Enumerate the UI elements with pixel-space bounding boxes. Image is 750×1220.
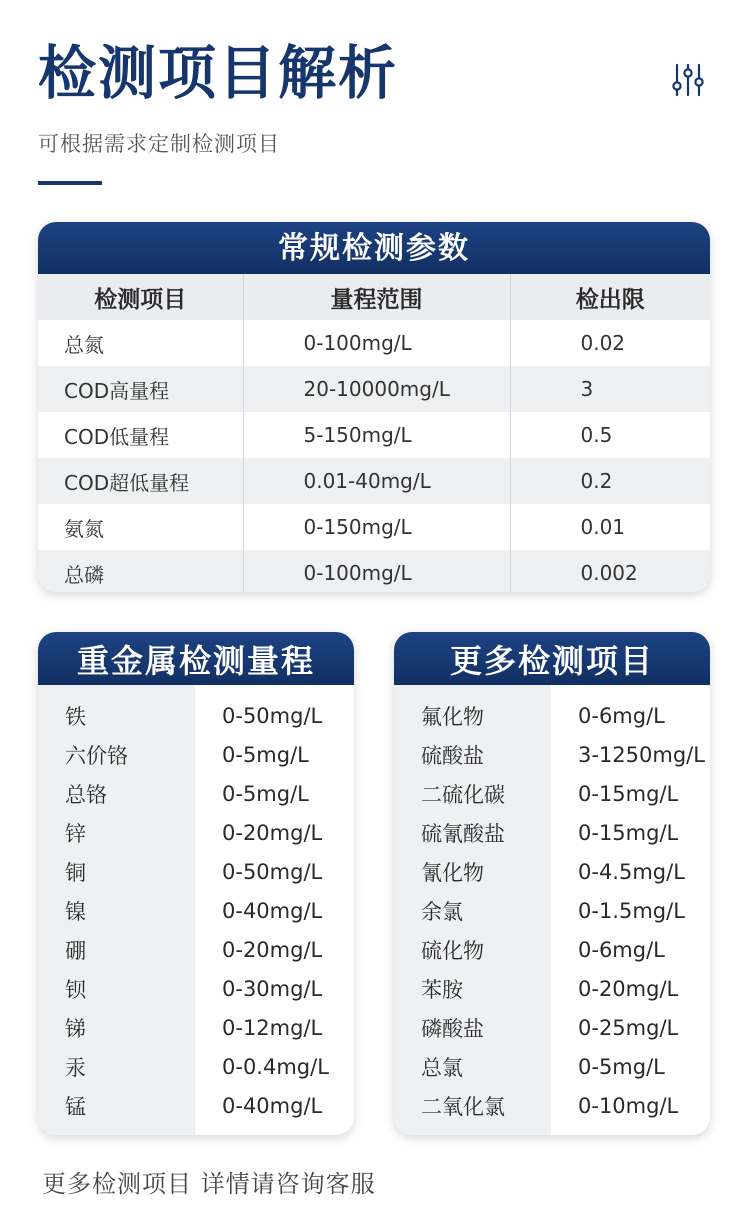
list-item (394, 696, 710, 735)
item-range: 0-4.5mg/L (578, 859, 685, 884)
item-name: 总氯 (421, 1055, 463, 1080)
routine-params-card (38, 222, 710, 592)
item-range: 0-15mg/L (578, 781, 679, 806)
cell-range: 20-10000mg/L (243, 366, 510, 412)
list-item (394, 813, 710, 852)
item-name: 锌 (65, 821, 86, 846)
cell-item: 总磷 (38, 550, 243, 592)
item-range: 0-10mg/L (578, 1093, 679, 1118)
item-name: 磷酸盐 (421, 1016, 484, 1041)
item-range: 3-1250mg/L (578, 742, 705, 767)
item-range: 0-6mg/L (578, 937, 665, 962)
list-item (394, 852, 710, 891)
column-header-range: 量程范围 (243, 274, 510, 320)
list-item (38, 696, 354, 735)
item-name: 氟化物 (421, 704, 484, 729)
list-item (394, 969, 710, 1008)
cell-item: COD超低量程 (38, 458, 243, 504)
item-name: 铜 (65, 860, 86, 885)
item-name: 硫化物 (421, 938, 484, 963)
item-name: 二氧化氯 (421, 1094, 505, 1119)
item-name: 总铬 (65, 782, 107, 807)
item-range: 0-40mg/L (222, 1093, 323, 1118)
list-item (38, 1086, 354, 1125)
item-range: 0-50mg/L (222, 703, 323, 728)
cell-item: 氨氮 (38, 504, 243, 550)
more-items-list (394, 685, 710, 1125)
item-name: 汞 (65, 1055, 86, 1080)
cell-range: 0-100mg/L (243, 550, 510, 592)
footer-note: 更多检测项目 详情请咨询客服 (42, 1170, 376, 1198)
list-item (38, 813, 354, 852)
item-name: 氰化物 (421, 860, 484, 885)
list-item (394, 930, 710, 969)
item-range: 0-5mg/L (222, 781, 309, 806)
list-item (38, 891, 354, 930)
list-item (38, 852, 354, 891)
more-items-title: 更多检测项目 (394, 632, 710, 685)
item-name: 余氯 (421, 899, 463, 924)
cell-item: COD高量程 (38, 366, 243, 412)
cell-range: 0-100mg/L (243, 320, 510, 366)
list-item (394, 1047, 710, 1086)
cell-limit: 0.01 (510, 504, 710, 550)
list-item (38, 1008, 354, 1047)
cell-range: 0.01-40mg/L (243, 458, 510, 504)
item-name: 锑 (65, 1016, 86, 1041)
table-header-row (38, 274, 710, 320)
list-item (394, 1086, 710, 1125)
item-name: 硼 (65, 938, 86, 963)
table-row (38, 366, 710, 412)
item-range: 0-50mg/L (222, 859, 323, 884)
table-row (38, 320, 710, 366)
table-row (38, 550, 710, 592)
list-item (38, 930, 354, 969)
item-name: 硫酸盐 (421, 743, 484, 768)
routine-params-title: 常规检测参数 (38, 222, 710, 274)
cell-limit: 0.2 (510, 458, 710, 504)
list-item (394, 735, 710, 774)
item-range: 0-5mg/L (578, 1054, 665, 1079)
list-item (394, 774, 710, 813)
column-header-limit: 检出限 (510, 274, 710, 320)
item-range: 0-1.5mg/L (578, 898, 685, 923)
item-range: 0-25mg/L (578, 1015, 679, 1040)
item-name: 镍 (65, 899, 86, 924)
item-range: 0-40mg/L (222, 898, 323, 923)
cell-limit: 0.5 (510, 412, 710, 458)
item-name: 铁 (65, 704, 86, 729)
cell-range: 5-150mg/L (243, 412, 510, 458)
title-underline (38, 181, 102, 185)
item-name: 苯胺 (421, 977, 463, 1002)
list-item (38, 1047, 354, 1086)
table-row (38, 504, 710, 550)
list-item (38, 969, 354, 1008)
list-item (394, 1008, 710, 1047)
item-range: 0-20mg/L (578, 976, 679, 1001)
cell-item: COD低量程 (38, 412, 243, 458)
heavy-metals-list (38, 685, 354, 1125)
filter-sliders-icon[interactable] (670, 62, 706, 98)
item-range: 0-5mg/L (222, 742, 309, 767)
item-range: 0-20mg/L (222, 820, 323, 845)
cell-limit: 3 (510, 366, 710, 412)
cell-range: 0-150mg/L (243, 504, 510, 550)
item-range: 0-30mg/L (222, 976, 323, 1001)
heavy-metals-card (38, 632, 354, 1135)
table-row (38, 412, 710, 458)
page-title: 检测项目解析 (38, 39, 399, 107)
item-name: 锰 (65, 1094, 86, 1119)
item-range: 0-12mg/L (222, 1015, 323, 1040)
item-name: 二硫化碳 (421, 782, 505, 807)
cell-item: 总氮 (38, 320, 243, 366)
item-range: 0-0.4mg/L (222, 1054, 329, 1079)
routine-params-table (38, 274, 710, 592)
item-name: 六价铬 (65, 743, 128, 768)
more-items-card (394, 632, 710, 1135)
item-range: 0-15mg/L (578, 820, 679, 845)
list-item (394, 891, 710, 930)
heavy-metals-title: 重金属检测量程 (38, 632, 354, 685)
table-row (38, 458, 710, 504)
item-range: 0-6mg/L (578, 703, 665, 728)
item-range: 0-20mg/L (222, 937, 323, 962)
list-item (38, 774, 354, 813)
item-name: 钡 (65, 977, 86, 1002)
page-subtitle: 可根据需求定制检测项目 (38, 132, 280, 156)
column-header-item: 检测项目 (38, 274, 243, 320)
cell-limit: 0.002 (510, 550, 710, 592)
item-name: 硫氰酸盐 (421, 821, 505, 846)
list-item (38, 735, 354, 774)
cell-limit: 0.02 (510, 320, 710, 366)
